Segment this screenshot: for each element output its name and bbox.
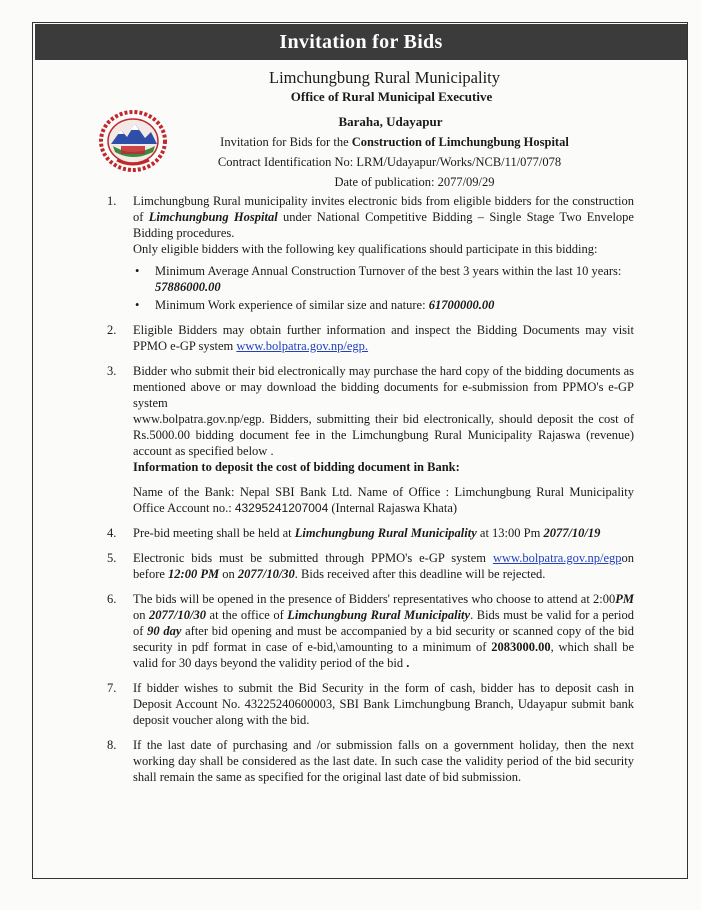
document-header (0, 68, 701, 190)
qualification-item: • Minimum Average Annual Construction Turnover of the best 3 years within the last 10 years: 57886000.00 (135, 264, 622, 294)
list-item (107, 322, 634, 354)
item-text: www.bolpatra.gov.np/egp. Bidders, submitting their bid electronically, should deposit the cost of Rs.5000.00 bidding document fee in the Limchungbung Rural Municipality Rajaswa (revenue) account as specified below . (133, 412, 634, 458)
invitation-prefix: Invitation for Bids for the (220, 135, 352, 149)
list-item (107, 525, 634, 541)
bank-info-heading: Information to deposit the cost of bidding document in Bank: (133, 460, 460, 474)
item-text: Limchungbung Rural municipality invites electronic bids from eligible bidders for the construction of Limchungbung Hospital under National Competitive Bidding – Single Stage Two Envelope Bidding procedures. (133, 194, 634, 240)
item-text: Eligible Bidders may obtain further information and inspect the Bidding Documents may visit PPMO e-GP system www.bolpatra.gov.np/egp. (133, 323, 634, 353)
list-item (107, 363, 634, 516)
item-number: 1. (107, 194, 117, 208)
invitation-line (88, 135, 701, 150)
list-item (107, 680, 634, 728)
egp-link[interactable]: www.bolpatra.gov.np/egp (492, 551, 622, 565)
project-name: Construction of Limchungbung Hospital (351, 135, 569, 149)
qualification-list (133, 263, 634, 313)
item-number: 2. (107, 323, 117, 337)
contract-id: Contract Identification No: LRM/Udayapur/Works/NCB/11/077/078 (217, 155, 562, 169)
qualification-item: • Minimum Work experience of similar size and nature: 61700000.00 (135, 298, 495, 312)
item-number: 6. (107, 592, 117, 606)
egp-link[interactable]: www.bolpatra.gov.np/egp. (236, 339, 369, 353)
list-item (107, 193, 634, 313)
list-item (107, 737, 634, 785)
item-text: Pre-bid meeting shall be held at Limchungbung Rural Municipality at 13:00 Pm 2077/10/19 (133, 526, 601, 540)
item-text: If bidder wishes to submit the Bid Security in the form of cash, bidder has to deposit cash in Deposit Account No. 43225240600003, SBI Bank Limchungbung Branch, Udayapur submit bank deposit voucher along with the bid. (133, 681, 634, 727)
list-item (107, 550, 634, 582)
organization-name: Limchungbung Rural Municipality (269, 68, 500, 87)
page-title: Invitation for Bids (35, 24, 687, 60)
item-text: If the last date of purchasing and /or submission falls on a government holiday, then the next working day shall be considered as the last date. In such case the validity period of the bid security shall remain the same as specified for the original last date of bid submission. (133, 738, 634, 784)
bid-notice-body (107, 193, 634, 794)
publication-date: Date of publication: 2077/09/29 (334, 175, 495, 189)
list-item (107, 591, 634, 671)
account-number: 43295241207004 (234, 501, 329, 515)
item-text: Electronic bids must be submitted through PPMO's e-GP system www.bolpatra.gov.np/egpon before 12:00 PM on 2077/10/30. Bids received after this deadline will be rejected. (133, 551, 634, 581)
item-number: 5. (107, 551, 117, 565)
eligibility-note: Only eligible bidders with the following key qualifications should participate in this bidding: (133, 242, 598, 256)
bank-info: Name of the Bank: Nepal SBI Bank Ltd. Name of Office : Limchungbung Rural Municipality Office Account no.: 43295241207004 (Internal Rajaswa Khata) (133, 485, 634, 515)
office-name: Office of Rural Municipal Executive (290, 89, 493, 104)
item-number: 3. (107, 364, 117, 378)
item-number: 4. (107, 526, 117, 540)
item-number: 8. (107, 738, 117, 752)
item-number: 7. (107, 681, 117, 695)
item-text: The bids will be opened in the presence of Bidders' representatives who choose to attend at 2:00PM on 2077/10/30 at the office of Limchungbung Rural Municipality. Bids must be valid for a period of 90 day after bid opening and must be accompanied by a bid security or scanned copy of the bid security in pdf format in case of e-bid,\amounting to a minimum of 2083000.00, which shall be valid for 30 days beyond the validity period of the bid . (133, 592, 634, 670)
place-name: Baraha, Udayapur (338, 114, 443, 129)
item-text: Bidder who submit their bid electronically may purchase the hard copy of the bidding documents as mentioned above or may download the bidding documents for e-submission from PPMO's e-GP system (133, 364, 634, 410)
